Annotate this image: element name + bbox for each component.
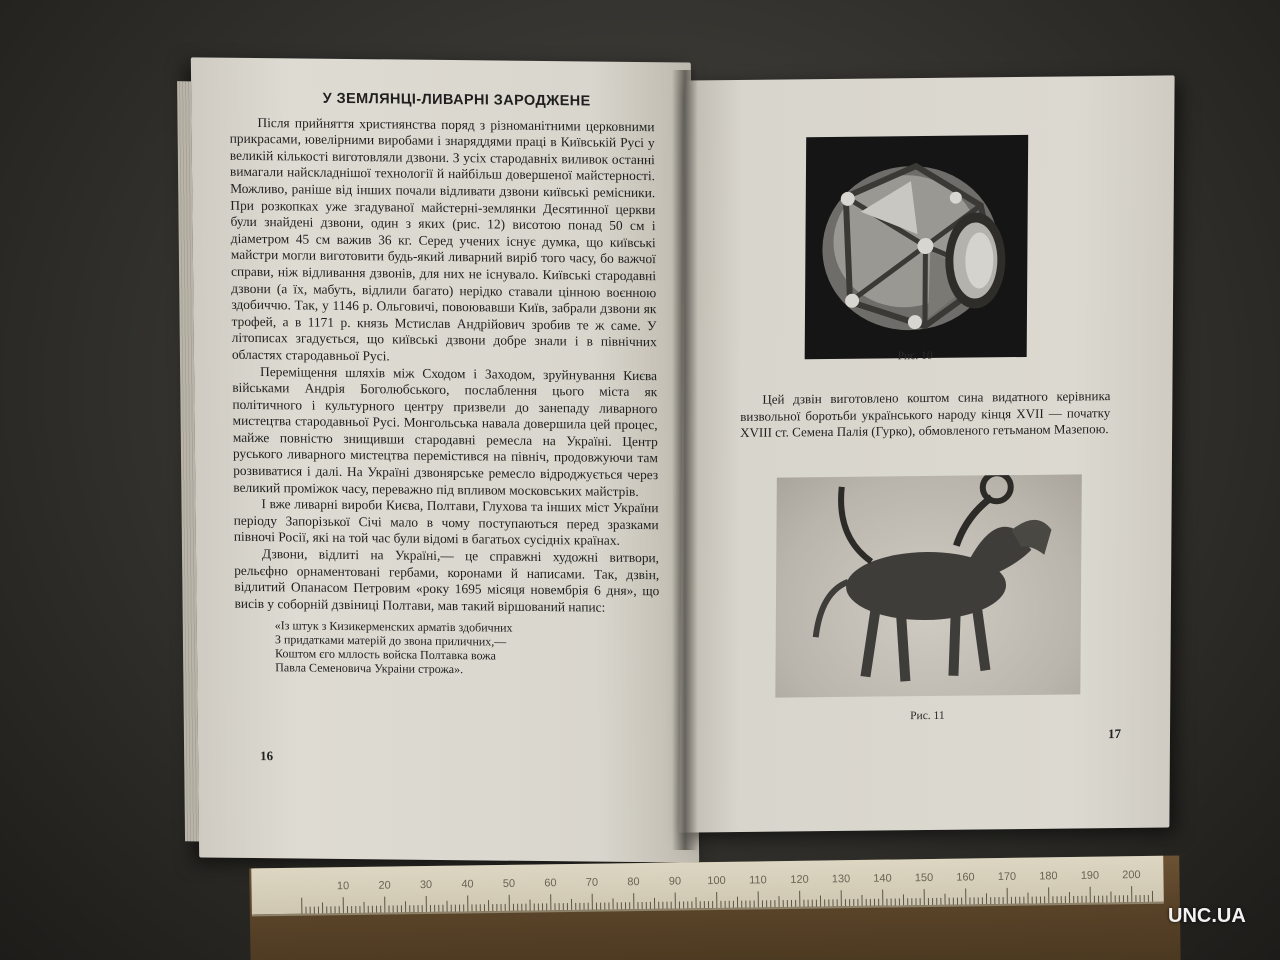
poem-line-3: Коштом єго мллость войска Полтавка вожа: [274, 646, 496, 663]
poem-line-1: «Із штук з Кизикерменских арматів здобичних: [274, 618, 513, 636]
ruler-scale: [251, 856, 1164, 917]
left-page-text: [229, 90, 660, 679]
poem-inscription: [275, 619, 661, 679]
bell-figure-10: [805, 135, 1029, 359]
bell-illustration-icon: [805, 135, 1029, 359]
paragraph-2: Переміщення шляхів між Сходом і Заходом, зруйнування Києва військами Андрія Боголюбського, послаблення цього міста як політичного і культурного центру призвели до занепаду ливарного мистецтва стародавньої Русі. Монгольська навала довершила цей процес, майже повністю знищивши стародавні ремесла на Україні. Центр руського ливарного мистецтва перемістився на північ, продовжуючи там розвиватися і далі. На Україні дзвонярське ремесло відроджується через великий проміжок часу, переважно під впливом московських майстрів.: [232, 363, 659, 499]
ruler-label: 70: [585, 876, 599, 889]
ruler-label: 180: [1039, 870, 1058, 883]
poem-line-4: Павла Семеновича Украіни строжа».: [275, 660, 464, 677]
ram-figure-11: [775, 474, 1082, 697]
caption-figure-11: Рис. 11: [910, 709, 945, 723]
bell-description: Цей дзвін виготовлено коштом сина видатного керівника визвольної боротьби українського народу кінця XVII — початку XVIII ст. Семена Палія (Гурко), обмовленого гетьманом Мазепою.: [740, 388, 1111, 440]
caption-figure-10: Рис. 10: [897, 349, 933, 363]
ruler-label: 60: [544, 877, 557, 890]
page-number-right: 17: [1107, 725, 1122, 742]
ruler-label: 20: [378, 879, 391, 892]
ruler-label: 150: [914, 871, 934, 885]
ruler-label: 40: [461, 878, 474, 891]
ruler-label: 50: [502, 877, 516, 890]
book-gutter: [672, 70, 698, 850]
right-page: [679, 75, 1174, 832]
ruler-label: 200: [1122, 869, 1141, 882]
paragraph-4: Дзвони, відлиті на Україні,— це справжні художні витвори, рельєфно орнаментовані гербами, коронами й написами. Так, дзвін, відлитий Опанасом Петровим «року 1695 місяця новембрія 6 дня», що висів у соборній дзвіниці Полтави, мав такий віршований напис:: [234, 546, 660, 615]
ruler-label: 120: [790, 873, 809, 886]
ruler-label: 80: [627, 876, 640, 889]
left-page: [191, 57, 699, 862]
page-number-left: 16: [260, 748, 274, 764]
right-page-text: [740, 388, 1110, 441]
ruler-label: 130: [831, 873, 851, 886]
ruler-label: 110: [749, 874, 767, 887]
ruler-label: 30: [419, 878, 433, 892]
ruler-label: 190: [1080, 869, 1100, 882]
paragraph-1: Після прийняття християнства поряд з різноманітними церковними прикрасами, ювелірними виробами і знаряддями праці в Київській Русі у великій кількості виготовляли дзвони. З усіх стародавніх виливок останні вимагали найскладнішої технології й найбільш довершеної майстерності. Можливо, раніше від інших почали відливати дзвони київські ремісники. При розкопках уже згадуваної майстерні-землянки Десятинної церкви були знайдені дзвони, один з яких (рис. 12) висотою понад 50 см і діаметром 45 см важив 36 кг. Серед учених існує думка, що київські майстри могли виготовити будь-який ливарний виріб того часу, бо важчої справи, ніж відливання дзвонів, для них не існувало. Київські стародавні дзвони (а їх, мабуть, відлили багато) нерідко ставали цінною воєнною здобиччю. Так, у 1146 р. Ольговичі, повоювавши Київ, забрали дзвони як трофей, а в 1171 р. князь Мстислав Андрійович зробив те ж саме. У літописах згадується, що київські дзвони добре знали і в північних областях стародавньої Русі.: [229, 114, 657, 364]
paragraph-3: І вже ливарні вироби Києва, Полтави, Глухова та інших міст України періоду Запорізької Січі мало в чому поступаються перед зразками півночі Росії, які на той час були відомі в багатьох сусідніх країнах.: [233, 496, 659, 549]
chapter-heading: У ЗЕМЛЯНЦІ-ЛИВАРНІ ЗАРОДЖЕНЕ: [322, 90, 591, 110]
ruler-label: 170: [997, 870, 1017, 884]
ruler-ticks: [251, 856, 1164, 915]
wooden-ruler: [249, 856, 1180, 960]
watermark-logo: UNC.UA: [1168, 905, 1246, 927]
poem-line-2: З придатками матерій до звона приличних,—: [274, 632, 507, 650]
ram-figurine-icon: [775, 474, 1082, 697]
ruler-label: 90: [668, 875, 682, 888]
ruler-label: 160: [956, 871, 975, 884]
ruler-label: 140: [873, 872, 892, 885]
ruler-label: 100: [707, 874, 726, 888]
ruler-label: 10: [336, 880, 350, 893]
